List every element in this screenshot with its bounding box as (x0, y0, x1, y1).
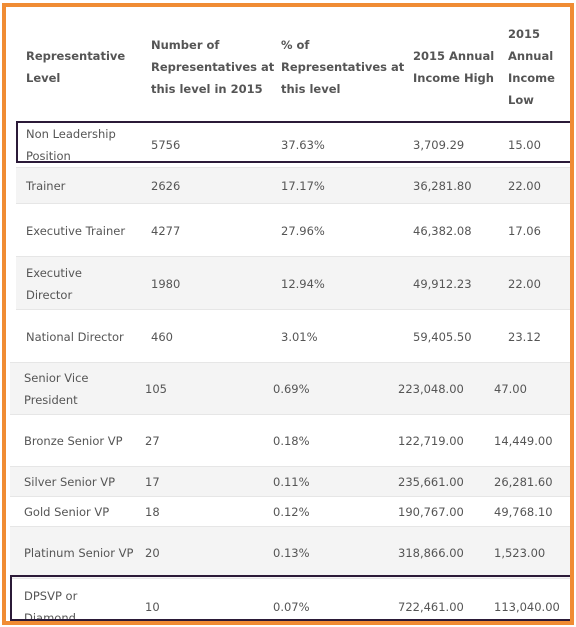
cell-count: 2626 (151, 179, 181, 193)
cell-count: 4277 (151, 223, 181, 238)
cell-level: Platinum Senior VP (24, 546, 134, 560)
cell-pct: 0.12% (273, 505, 310, 519)
table-row (16, 167, 572, 204)
cell-high: 235,661.00 (398, 475, 464, 489)
cell-high: 59,405.50 (413, 329, 472, 344)
table-row (10, 362, 574, 415)
cell-high: 122,719.00 (398, 434, 464, 448)
table-row (10, 526, 574, 579)
cell-pct: 27.96% (281, 223, 325, 238)
cell-pct: 37.63% (281, 138, 325, 152)
cell-high: 223,048.00 (398, 382, 464, 396)
cell-low: 15.00 (508, 138, 541, 152)
table-row (10, 578, 574, 625)
table-row (10, 496, 574, 527)
header-level: Representative Level (26, 49, 126, 85)
orange-frame (2, 3, 574, 625)
cell-high: 36,281.80 (413, 179, 472, 193)
cell-low: 26,281.60 (494, 475, 553, 489)
cell-count: 17 (145, 475, 160, 489)
cell-high: 3,709.29 (413, 138, 465, 152)
cell-level: Non Leadership Position (26, 127, 116, 163)
cell-level: Silver Senior VP (24, 475, 116, 489)
table-row (16, 203, 572, 257)
cell-pct: 3.01% (281, 329, 318, 344)
cell-pct: 12.94% (281, 276, 325, 291)
cell-pct: 0.69% (273, 382, 310, 396)
table-row (10, 466, 574, 497)
cell-level: Bronze Senior VP (24, 434, 123, 448)
cell-level: Trainer (26, 179, 66, 193)
cell-low: 1,523.00 (494, 546, 546, 560)
cell-high: 49,912.23 (413, 276, 472, 291)
cell-high: 46,382.08 (413, 223, 472, 238)
header-low: 2015 Annual Income Low (508, 27, 555, 107)
cell-high: 190,767.00 (398, 505, 464, 519)
cell-pct: 0.07% (273, 600, 310, 614)
cell-level: DPSVP or Diamond (24, 589, 78, 625)
cell-low: 14,449.00 (494, 434, 553, 448)
cell-count: 18 (145, 505, 160, 519)
table-header (16, 13, 572, 121)
cell-low: 47.00 (494, 382, 527, 396)
cell-count: 1980 (151, 276, 181, 291)
cell-low: 22.00 (508, 179, 541, 193)
cell-low: 113,040.00 (494, 600, 560, 614)
table-row (16, 256, 572, 310)
cell-level: Gold Senior VP (24, 505, 110, 519)
cell-level: Executive Trainer (26, 223, 126, 238)
cell-count: 105 (145, 382, 167, 396)
cell-pct: 17.17% (281, 179, 325, 193)
header-pct: % of Representatives at this level (281, 38, 405, 96)
cell-level: Executive Director (26, 265, 82, 302)
cell-level: Senior Vice President (24, 371, 89, 407)
cell-high: 318,866.00 (398, 546, 464, 560)
cell-low: 17.06 (508, 223, 541, 238)
cell-count: 10 (145, 600, 160, 614)
cell-level: National Director (26, 329, 124, 344)
cell-pct: 0.13% (273, 546, 310, 560)
cell-low: 49,768.10 (494, 505, 553, 519)
header-high: 2015 Annual Income High (413, 49, 495, 85)
table-row (16, 309, 572, 363)
cell-count: 460 (151, 329, 173, 344)
cell-low: 23.12 (508, 329, 541, 344)
cell-low: 22.00 (508, 276, 541, 291)
cell-pct: 0.11% (273, 475, 310, 489)
cell-count: 5756 (151, 138, 181, 152)
cell-count: 27 (145, 434, 160, 448)
table-row (10, 414, 574, 467)
cell-high: 722,461.00 (398, 600, 464, 614)
cell-pct: 0.18% (273, 434, 310, 448)
cell-count: 20 (145, 546, 160, 560)
header-count: Number of Representatives at this level in 2015 (151, 38, 275, 96)
table-row (16, 121, 572, 168)
